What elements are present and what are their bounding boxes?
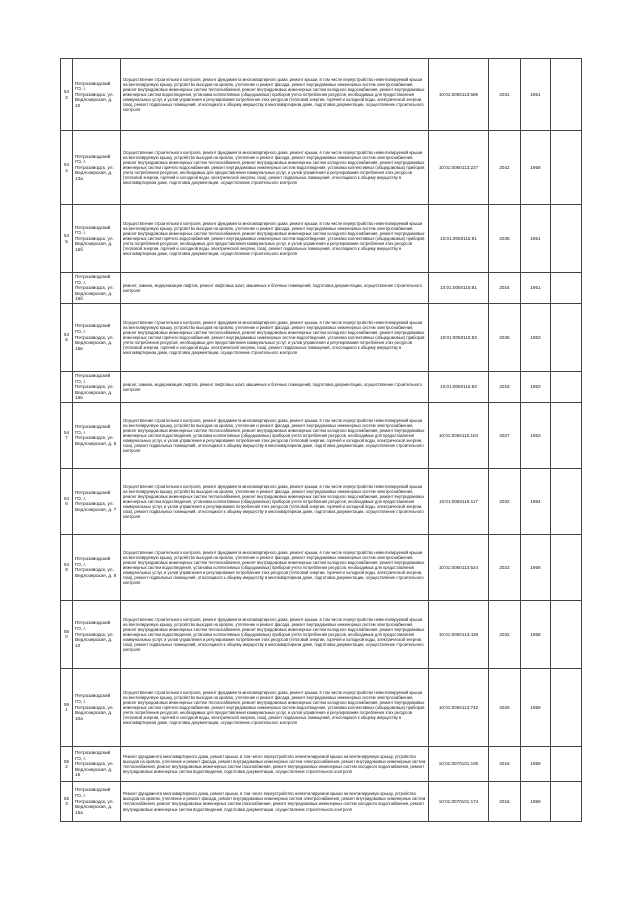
planned-year-cell: 2028 (489, 668, 521, 746)
build-year-cell: 1953 (521, 303, 551, 371)
table-row (61, 668, 582, 746)
row-number (61, 371, 73, 402)
blank-cell (551, 402, 582, 468)
cadastral-number-cell: 10:01:0050115:83 (429, 371, 489, 402)
cadastral-number-cell: 10:01:0050115:81 (429, 273, 489, 304)
planned-year-cell: 2042 (489, 131, 521, 205)
cadastral-number-cell: 10:01:0050116:104 (429, 402, 489, 468)
blank-cell (551, 600, 582, 668)
row-number: 553 (61, 781, 73, 821)
works-description-cell: Осуществление строительного контроля, ремонт фундамента многоквартирного дома, ремонт крыши, в том числе переустройство невентилируемой крыши на вентилируемую крышу, устройство выходов на кровлю, утепление и ремонт фасада, ремонт внутридомовых инженерных систем электроснабжения, ремонт внутридомовых инженерных систем теплоснабжения, ремонт внутридомовых инженерных систем холодного водоснабжения, ремонт внутридомовых инженерных систем водоотведения, установка коллективных (общедомовых) приборов учета потребления ресурсов, необходимых для предоставления коммунальных услуг, и узлов управления и регулирования потребления этих ресурсов (тепловой энергии, горячей и холодной воды, электрической энергии, газа), ремонт подвальных помещений, относящихся к общему имуществу в многоквартирном доме, подготовка документации, осуществление строительного контроля (121, 534, 429, 600)
blank-cell (551, 273, 582, 304)
address-cell: Петрозаводский ГО, г. Петрозаводск, ул. Ведлозерская, д. 10а (73, 668, 121, 746)
works-description-cell: Осуществление строительного контроля, ремонт фундамента многоквартирного дома, ремонт крыши, в том числе переустройство невентилируемой крыши на вентилируемую крышу, устройство выходов на кровлю, утепление и ремонт фасада, ремонт внутридомовых инженерных систем электроснабжения, ремонт внутридомовых инженерных систем теплоснабжения, ремонт внутридомовых инженерных систем холодного водоснабжения, ремонт внутридомовых инженерных систем горячего водоснабжения, ремонт внутридомовых инженерных систем водоотведения, установка коллективных (общедомовых) приборов учета потребления ресурсов, необходимых для предоставления коммунальных услуг, и узлов управления и регулирования потребления этих ресурсов (тепловой энергии, горячей и холодной воды, электрической энергии, газа), ремонт подвальных помещений, относящихся к общему имуществу в многоквартирном доме, подготовка документации, осуществление строительного контроля (121, 205, 429, 273)
row-number: 551 (61, 668, 73, 746)
blank-cell (551, 668, 582, 746)
planned-year-cell: 2023 (489, 534, 521, 600)
cadastral-number-cell: 10:01:0050115:83 (429, 303, 489, 371)
planned-year-cell: 2016 (489, 781, 521, 821)
planned-year-cell: 2027 (489, 402, 521, 468)
table-row (61, 205, 582, 273)
works-description-cell: Осуществление строительного контроля, ремонт фундамента многоквартирного дома, ремонт крыши, в том числе переустройство невентилируемой крыши на вентилируемую крышу, устройство выходов на кровлю, утепление и ремонт фасада, ремонт внутридомовых инженерных систем электроснабжения, ремонт внутридомовых инженерных систем теплоснабжения, ремонт внутридомовых инженерных систем холодного водоснабжения, ремонт внутридомовых инженерных систем водоотведения, установка коллективных (общедомовых) приборов учета потребления ресурсов, необходимых для предоставления коммунальных услуг, и узлов управления и регулирования потребления этих ресурсов (тепловой энергии, горячей и холодной воды, электрической энергии, газа), ремонт подвальных помещений, относящихся к общему имуществу в многоквартирном доме, подготовка документации, осуществление строительного контроля (121, 600, 429, 668)
blank-cell (551, 534, 582, 600)
address-cell: Петрозаводский ГО, г. Петрозаводск, ул. Ведлозерская, д. 16в (73, 303, 121, 371)
cadastral-number-cell: 10:01:0050116:117 (429, 468, 489, 534)
blank-cell (551, 468, 582, 534)
planned-year-cell: 2019 (489, 371, 521, 402)
row-number: 545 (61, 205, 73, 273)
works-description-cell: Осуществление строительного контроля, ремонт фундамента многоквартирного дома, ремонт крыши, в том числе переустройство невентилируемой крыши на вентилируемую крышу, устройство выходов на кровлю, утепление и ремонт фасада, ремонт внутридомовых инженерных систем электроснабжения, ремонт внутридомовых инженерных систем теплоснабжения, ремонт внутридомовых инженерных систем холодного водоснабжения, ремонт внутридомовых инженерных систем водоотведения, установка коллективных (общедомовых) приборов учета потребления ресурсов, необходимых для предоставления коммунальных услуг, и узлов управления и регулирования потребления этих ресурсов (тепловой энергии, горячей и холодной воды, электрической энергии, газа), ремонт подвальных помещений, относящихся к общему имуществу в многоквартирном доме, подготовка документации, осуществление строительного контроля (121, 59, 429, 131)
planned-year-cell: 2032 (489, 600, 521, 668)
works-description-cell: ремонт, замена, модернизация лифтов, ремонт лифтовых шахт, машинных и блочных помещений, подготовка документации, осуществление строительного контроля (121, 371, 429, 402)
planned-year-cell: 2035 (489, 205, 521, 273)
address-cell: Петрозаводский ГО, г. Петрозаводск, ул. Ведлозерская, д. 15 (73, 746, 121, 781)
build-year-cell: 1958 (521, 131, 551, 205)
address-cell: Петрозаводский ГО, г. Петрозаводск, ул. Ведлозерская, д. 8 (73, 534, 121, 600)
table-row (61, 59, 582, 131)
works-description-cell: ремонт, замена, модернизация лифтов, ремонт лифтовых шахт, машинных и блочных помещений, подготовка документации, осуществление строительного контроля (121, 273, 429, 304)
table-row (61, 303, 582, 371)
cadastral-number-cell: 10:01:0050113:227 (429, 131, 489, 205)
works-description-cell: Осуществление строительного контроля, ремонт фундамента многоквартирного дома, ремонт крыши, в том числе переустройство невентилируемой крыши на вентилируемую крышу, устройство выходов на кровлю, утепление и ремонт фасада, ремонт внутридомовых инженерных систем электроснабжения, ремонт внутридомовых инженерных систем теплоснабжения, ремонт внутридомовых инженерных систем холодного водоснабжения, ремонт внутридомовых инженерных систем горячего водоснабжения, ремонт внутридомовых инженерных систем водоотведения, установка коллективных (общедомовых) приборов учета потребления ресурсов, необходимых для предоставления коммунальных услуг, и узлов управления и регулирования потребления этих ресурсов (тепловой энергии, горячей и холодной воды, электрической энергии, газа), ремонт подвальных помещений, относящихся к общему имуществу в многоквартирном доме, подготовка документации, осуществление строительного контроля (121, 303, 429, 371)
table-row (61, 781, 582, 821)
blank-cell (551, 131, 582, 205)
blank-cell (551, 746, 582, 781)
table-row (61, 534, 582, 600)
blank-cell (551, 781, 582, 821)
row-number (61, 273, 73, 304)
cadastral-number-cell: 10:01:0050113:586 (429, 59, 489, 131)
cadastral-number-cell: 10:01:0050115:81 (429, 205, 489, 273)
address-cell: Петрозаводский ГО, г. Петрозаводск, ул. Ведлозерская, д. 16б (73, 205, 121, 273)
blank-cell (551, 59, 582, 131)
build-year-cell: 1951 (521, 205, 551, 273)
address-cell: Петрозаводский ГО, г. Петрозаводск, ул. Ведлозерская, д. 13а (73, 131, 121, 205)
cadastral-number-cell: 10:01:0070101:174 (429, 781, 489, 821)
planned-year-cell: 2036 (489, 303, 521, 371)
row-number: 543 (61, 59, 73, 131)
address-cell: Петрозаводский ГО, г. Петрозаводск, ул. Ведлозерская, д. 16в (73, 371, 121, 402)
table-row (61, 371, 582, 402)
works-description-cell: Осуществление строительного контроля, ремонт фундамента многоквартирного дома, ремонт крыши, в том числе переустройство невентилируемой крыши на вентилируемую крышу, устройство выходов на кровлю, утепление и ремонт фасада, ремонт внутридомовых инженерных систем электроснабжения, ремонт внутридомовых инженерных систем теплоснабжения, ремонт внутридомовых инженерных систем холодного водоснабжения, ремонт внутридомовых инженерных систем горячего водоснабжения, ремонт внутридомовых инженерных систем водоотведения, установка коллективных (общедомовых) приборов учета потребления ресурсов, необходимых для предоставления коммунальных услуг, и узлов управления и регулирования потребления этих ресурсов (тепловой энергии, горячей и холодной воды, электрической энергии, газа), ремонт подвальных помещений, относящихся к общему имуществу в многоквартирном доме, подготовка документации, осуществление строительного контроля (121, 131, 429, 205)
row-number: 547 (61, 402, 73, 468)
cadastral-number-cell: 10:01:0050113:524 (429, 534, 489, 600)
build-year-cell: 1958 (521, 600, 551, 668)
planned-year-cell: 2032 (489, 468, 521, 534)
blank-cell (551, 371, 582, 402)
table-row (61, 273, 582, 304)
build-year-cell: 1959 (521, 781, 551, 821)
table-row (61, 468, 582, 534)
row-number: 546 (61, 303, 73, 371)
works-description-cell: Ремонт фундамента многоквартирного дома, ремонт крыши, в том числе переустройство невентилируемой крыши на вентилируемую крышу, устройство выходов на кровлю, утепление и ремонт фасада, ремонт внутридомовых инженерных систем электроснабжения, ремонт внутридомовых инженерных систем теплоснабжения, ремонт внутридомовых инженерных систем газоснабжения, ремонт внутридомовых инженерных систем холодного водоснабжения, ремонт внутридомовых инженерных систем водоотведения, подготовка документации, осуществление строительного контроля (121, 746, 429, 781)
build-year-cell: 1959 (521, 746, 551, 781)
row-number: 548 (61, 468, 73, 534)
build-year-cell: 1956 (521, 534, 551, 600)
row-number: 552 (61, 746, 73, 781)
row-number: 544 (61, 131, 73, 205)
blank-cell (551, 205, 582, 273)
cadastral-number-cell: 10:01:0050113:428 (429, 600, 489, 668)
works-description-cell: Осуществление строительного контроля, ремонт фундамента многоквартирного дома, ремонт крыши, в том числе переустройство невентилируемой крыши на вентилируемую крышу, устройство выходов на кровлю, утепление и ремонт фасада, ремонт внутридомовых инженерных систем электроснабжения, ремонт внутридомовых инженерных систем теплоснабжения, ремонт внутридомовых инженерных систем холодного водоснабжения, ремонт внутридомовых инженерных систем водоотведения, установка коллективных (общедомовых) приборов учета потребления ресурсов, необходимых для предоставления коммунальных услуг, и узлов управления и регулирования потребления этих ресурсов (тепловой энергии, горячей и холодной воды, электрической энергии, газа), ремонт подвальных помещений, относящихся к общему имуществу в многоквартирном доме, подготовка документации, осуществление строительного контроля (121, 468, 429, 534)
build-year-cell: 1951 (521, 273, 551, 304)
cadastral-number-cell: 10:01:0050113:742 (429, 668, 489, 746)
register-table (60, 58, 582, 822)
planned-year-cell: 2031 (489, 59, 521, 131)
address-cell: Петрозаводский ГО, г. Петрозаводск, ул. Ведлозерская, д. 16б (73, 273, 121, 304)
row-number: 550 (61, 600, 73, 668)
build-year-cell: 1953 (521, 371, 551, 402)
address-cell: Петрозаводский ГО, г. Петрозаводск, ул. Ведлозерская, д. 10 (73, 59, 121, 131)
table-row (61, 600, 582, 668)
build-year-cell: 1951 (521, 59, 551, 131)
address-cell: Петрозаводский ГО, г. Петрозаводск, ул. Ведлозерская, д. 15а (73, 781, 121, 821)
planned-year-cell: 2016 (489, 746, 521, 781)
address-cell: Петрозаводский ГО, г. Петрозаводск, ул. Ведлозерская, д. 10 (73, 600, 121, 668)
build-year-cell: 1953 (521, 402, 551, 468)
cadastral-number-cell: 10:01:0070101:190 (429, 746, 489, 781)
works-description-cell: Осуществление строительного контроля, ремонт фундамента многоквартирного дома, ремонт крыши, в том числе переустройство невентилируемой крыши на вентилируемую крышу, устройство выходов на кровлю, утепление и ремонт фасада, ремонт внутридомовых инженерных систем электроснабжения, ремонт внутридомовых инженерных систем теплоснабжения, ремонт внутридомовых инженерных систем холодного водоснабжения, ремонт внутридомовых инженерных систем горячего водоснабжения, ремонт внутридомовых инженерных систем водоотведения, установка коллективных (общедомовых) приборов учета потребления ресурсов, необходимых для предоставления коммунальных услуг, и узлов управления и регулирования потребления этих ресурсов (тепловой энергии, горячей и холодной воды, электрической энергии, газа), ремонт подвальных помещений, относящихся к общему имуществу в многоквартирном доме, подготовка документации, осуществление строительного контроля (121, 668, 429, 746)
blank-cell (551, 303, 582, 371)
address-cell: Петрозаводский ГО, г. Петрозаводск, ул. Ведлозерская, д. 5 (73, 402, 121, 468)
planned-year-cell: 2016 (489, 273, 521, 304)
table-body (61, 59, 582, 822)
row-number: 549 (61, 534, 73, 600)
build-year-cell: 1954 (521, 468, 551, 534)
address-cell: Петрозаводский ГО, г. Петрозаводск, ул. Ведлозерская, д. 7 (73, 468, 121, 534)
build-year-cell: 1959 (521, 668, 551, 746)
works-description-cell: Осуществление строительного контроля, ремонт фундамента многоквартирного дома, ремонт крыши, в том числе переустройство невентилируемой крыши на вентилируемую крышу, устройство выходов на кровлю, утепление и ремонт фасада, ремонт внутридомовых инженерных систем электроснабжения, ремонт внутридомовых инженерных систем теплоснабжения, ремонт внутридомовых инженерных систем холодного водоснабжения, ремонт внутридомовых инженерных систем водоотведения, установка коллективных (общедомовых) приборов учета потребления ресурсов, необходимых для предоставления коммунальных услуг, и узлов управления и регулирования потребления этих ресурсов (тепловой энергии, горячей и холодной воды, электрической энергии, газа), ремонт подвальных помещений, относящихся к общему имуществу в многоквартирном доме, подготовка документации, осуществление строительного контроля (121, 402, 429, 468)
table-row (61, 131, 582, 205)
table-row (61, 402, 582, 468)
works-description-cell: Ремонт фундамента многоквартирного дома, ремонт крыши, в том числе переустройство невентилируемой крыши на вентилируемую крышу, устройство выходов на кровлю, утепление и ремонт фасада, ремонт внутридомовых инженерных систем электроснабжения, ремонт внутридомовых инженерных систем теплоснабжения, ремонт внутридомовых инженерных систем газоснабжения, ремонт внутридомовых инженерных систем холодного водоснабжения, ремонт внутридомовых инженерных систем водоотведения, подготовка документации, осуществление строительного контроля (121, 781, 429, 821)
table-row (61, 746, 582, 781)
